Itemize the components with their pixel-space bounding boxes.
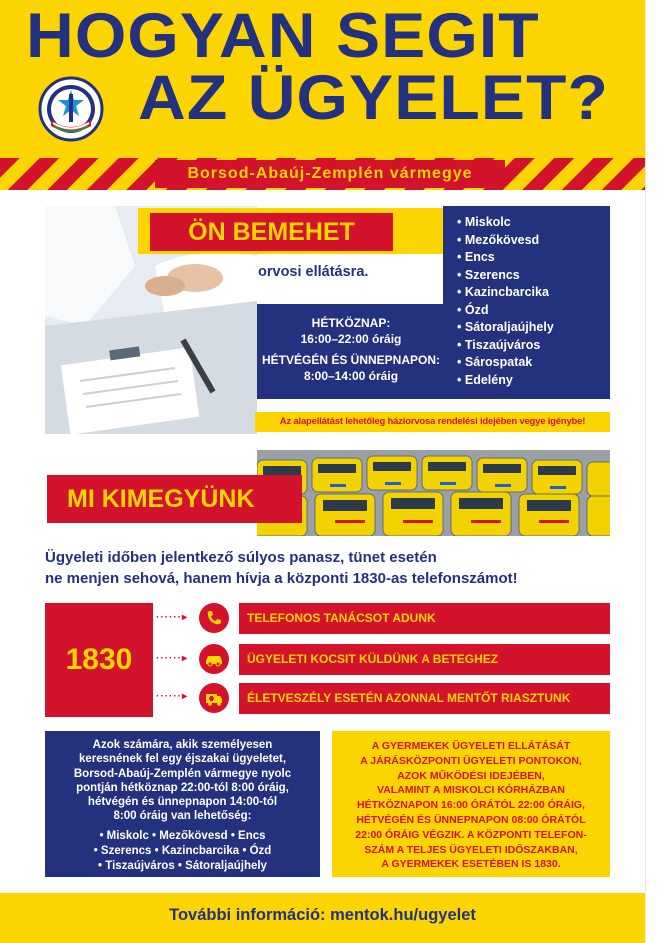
night-line: keresnének fel egy éjszakai ügyeletet, <box>78 753 287 766</box>
kids-line: A GYERMEKEK ÜGYELETI ELLÁTÁSÁT <box>371 740 571 752</box>
weekend-hours: 8:00–14:00 óráig <box>303 368 399 383</box>
kids-line: SZÁM A TELJES ÜGYELETI IDŐSZAKBAN, <box>364 843 578 856</box>
night-city-line: • Szerencs • Kazincbarcika • Ózd <box>93 844 272 857</box>
city-item: • Tiszaújváros <box>457 337 610 355</box>
intro-line-2: ne menjen sehová, hanem hívja a központi 1830-as telefonszámot! <box>45 570 518 587</box>
ambulance-fleet-illustration-icon <box>257 450 610 536</box>
night-city-line: • Tiszaújváros • Sátoraljaújhely <box>98 859 267 872</box>
city-item: • Sátoraljaújhely <box>457 319 610 337</box>
city-item: • Miskolc <box>457 214 610 232</box>
kids-line: A JÁRÁSKÖZPONTI ÜGYELETI PONTOKON, <box>360 754 582 767</box>
night-line: pontján hétköznap 22:00-tól 8:00 óráig, <box>76 781 289 794</box>
night-line: Azok számára, akik személyesen <box>92 739 273 751</box>
action-send-car: ÜGYELETI KOCSIT KÜLDÜNK A BETEGHEZ <box>239 644 610 675</box>
kids-line: HÉTVÉGÉN ÉS ÜNNEPNAPON 08:00 ÓRÁTÓL <box>356 813 586 826</box>
footer-info-link[interactable]: További információ: mentok.hu/ugyelet <box>0 893 645 943</box>
action-phone-advice: TELEFONOS TANÁCSOT ADUNK <box>239 603 610 634</box>
phone-number-box[interactable]: 1830 <box>45 603 153 717</box>
city-item: • Mezőkövesd <box>457 232 610 250</box>
emergency-intro-text <box>45 547 625 589</box>
intro-line-1: Ügyeleti időben jelentkező súlyos panasz, tünet esetén <box>45 549 437 566</box>
kids-line: VALAMINT A MISKOLCI KÓRHÁZBAN <box>376 784 565 797</box>
kids-line: HÉTKÖZNAPON 16:00 ÓRÁTÓL 22:00 ÓRÁIG, <box>357 799 585 812</box>
subtitle-text: orvosi ellátásra. <box>258 264 369 280</box>
action-ambulance-alert: ÉLETVESZÉLY ESETÉN AZONNAL MENTŐT RIASZTUNK <box>239 683 610 714</box>
weekday-hours: 16:00–22:00 óráig <box>300 331 402 346</box>
night-duty-box <box>45 731 320 877</box>
city-item: • Kazincbarcika <box>457 284 610 302</box>
ambulance-fleet-photo <box>257 450 610 536</box>
weekday-label: HÉTKÖZNAP: <box>311 316 391 330</box>
opening-hours-box <box>257 304 445 399</box>
dotted-arrow-icon: ······▸ <box>156 653 188 664</box>
primary-care-notice: Az alapellátást lehetőleg háziorvosa rendelési idejében vegye igénybe! <box>255 412 610 432</box>
city-item: • Encs <box>457 249 610 267</box>
title-line-2: AZ ÜGYELET? <box>138 63 609 133</box>
ambulance-icon <box>199 683 229 713</box>
ambulance-service-logo-icon <box>38 76 104 142</box>
night-line: hétvégén és ünnepnapon 14:00-tól <box>87 796 278 809</box>
kids-line: AZOK MŰKÖDÉSI IDEJÉBEN, <box>397 769 545 782</box>
title-line-1: HOGYAN SEGIT <box>26 1 540 71</box>
mi-kimegyunk-banner: MI KIMEGYÜNK <box>47 475 302 523</box>
kids-line: 22:00 ÓRÁIG VÉGZIK. A KÖZPONTI TELEFON- <box>355 828 587 841</box>
header <box>0 0 645 158</box>
city-item: • Ózd <box>457 302 610 320</box>
weekend-label: HÉTVÉGÉN ÉS ÜNNEPNAPON: <box>261 353 441 367</box>
city-item: • Szerencs <box>457 267 610 285</box>
car-icon <box>199 644 229 674</box>
region-label: Borsod-Abaúj-Zemplén vármegye <box>155 160 505 188</box>
kids-line: A GYERMEKEK ESETÉBEN IS 1830. <box>381 858 561 871</box>
night-line: Borsod-Abaúj-Zemplén vármegye nyolc <box>73 767 292 780</box>
phone-icon <box>199 603 229 633</box>
city-item: • Sárospatak <box>457 354 610 372</box>
night-city-line: • Miskolc • Mezőkövesd • Encs <box>99 829 266 842</box>
night-line: 8:00 óráig van lehetőség: <box>113 810 252 823</box>
on-bemehet-banner: ÖN BEMEHET <box>150 213 393 251</box>
dotted-arrow-icon: ······▸ <box>156 612 188 623</box>
children-care-box <box>332 731 610 877</box>
dotted-arrow-icon: ······▸ <box>156 691 188 702</box>
city-item: • Edelény <box>457 372 610 390</box>
cities-list <box>443 206 610 399</box>
page-edge <box>645 0 660 943</box>
